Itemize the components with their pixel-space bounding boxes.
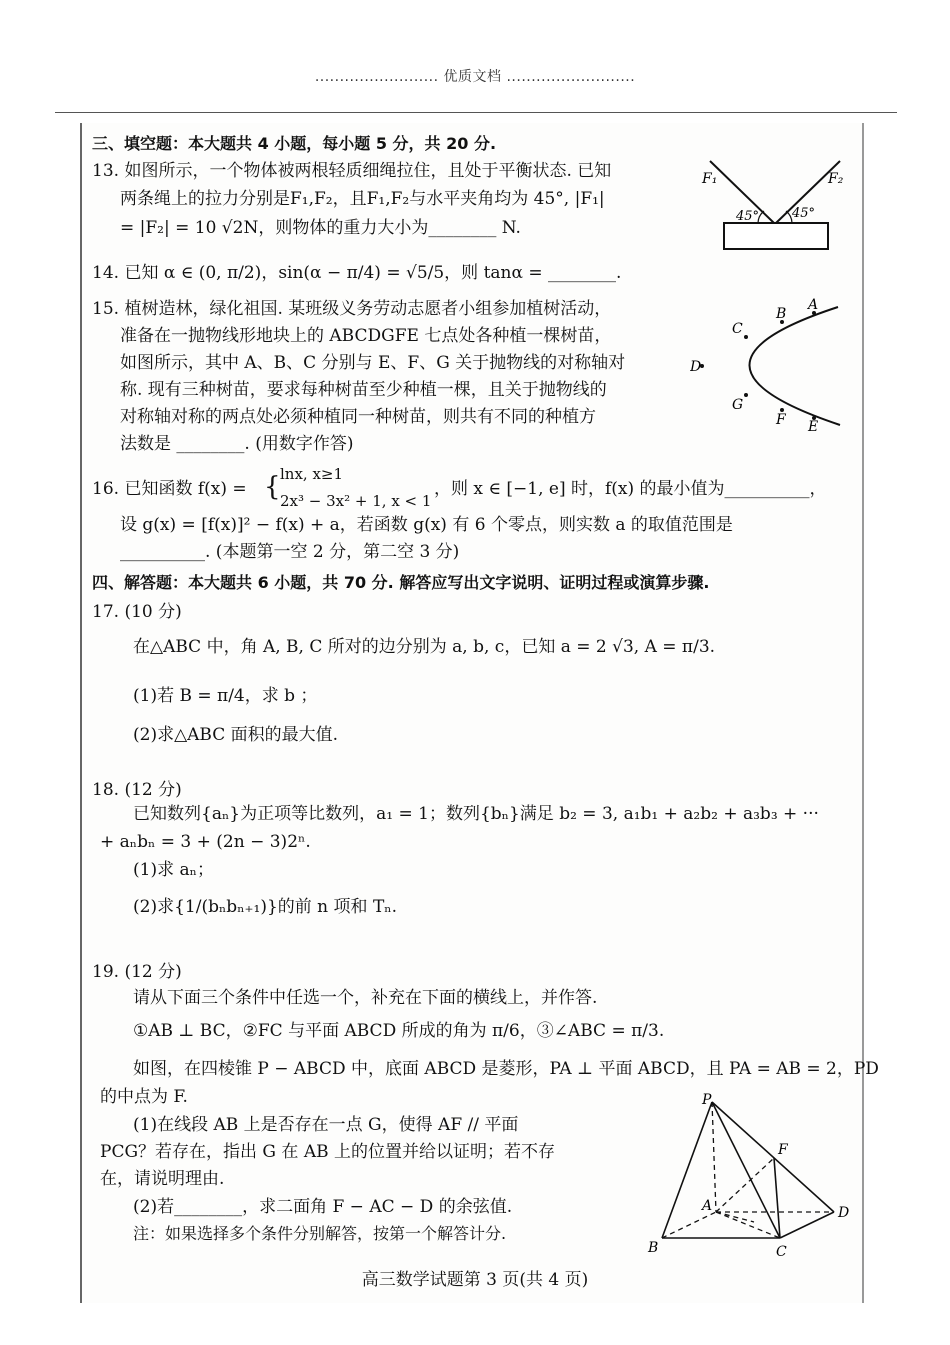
q16-line-2: 设 g(x) = [f(x)]² − f(x) + a，若函数 g(x) 有 6 个零点，则实数 a 的取值范围是 [120,515,733,535]
q13-force-diagram [700,155,850,255]
q13-label-f2: F₂ [828,171,844,187]
q19-label-p: P [702,1092,712,1108]
q15-line-1: 15. 植树造林，绿化祖国. 某班级义务劳动志愿者小组参加植树活动， [92,299,612,319]
q14-line-1: 14. 已知 α ∈ (0, π/2)，sin(α − π/4) = √5/5，则 tanα = ________. [92,263,622,283]
q15-label-a: A [808,297,819,313]
q19-line-4: 的中点为 F. [100,1087,188,1107]
q18-line-3: (1)求 aₙ； [133,860,214,880]
q17-line-3: (2)求△ABC 面积的最大值. [133,725,339,745]
q15-label-f: F [776,412,786,428]
q13-angle-left: 45° [736,209,760,224]
q19-label-c: C [776,1244,787,1260]
q18-line-2: + aₙbₙ = 3 + (2n − 3)2ⁿ. [100,832,311,852]
q17-line-1: 在△ABC 中，角 A, B, C 所对的边分别为 a, b, c，已知 a = 2 √3, A = π/3. [133,637,716,657]
q19-line-8: (2)若________，求二面角 F − AC − D 的余弦值. [133,1197,513,1217]
q19-label-f: F [778,1142,788,1158]
q16-case-1: lnx, x≥1 [280,465,344,483]
q15-line-3: 如图所示，其中 A、B、C 分别与 E、F、G 关于抛物线的对称轴对 [120,353,626,373]
q15-line-2: 准备在一抛物线形地块上的 ABCDGFE 七点处各种植一棵树苗， [120,326,612,346]
q19-line-7: 在，请说明理由. [100,1169,225,1189]
page-header: ......................... 优质文档 .......................... [314,69,636,85]
q19-line-6: PCG？若存在，指出 G 在 AB 上的位置并给以证明；若不存 [100,1142,555,1162]
q15-parabola-diagram [690,295,850,435]
q19-number: 19. (12 分) [92,962,182,982]
q15-line-6: 法数是 ________. (用数字作答) [120,434,354,454]
q13-angle-right: 45° [792,206,816,221]
q15-label-g: G [732,397,744,413]
section-3-title: 三、填空题：本大题共 4 小题，每小题 5 分，共 20 分. [92,134,497,153]
q16-line-1-tail: ，则 x ∈ [−1, e] 时，f(x) 的最小值为__________， [434,479,827,499]
q18-number: 18. (12 分) [92,780,182,800]
q15-label-d: D [690,359,702,375]
q16-case-2: 2x³ − 3x² + 1, x < 1 [280,492,432,510]
q15-line-5: 对称轴对称的两点处必须种植同一种树苗，则共有不同的种植方 [120,407,596,427]
q19-line-2: ①AB ⊥ BC，②FC 与平面 ABCD 所成的角为 π/6，③∠ABC = π/3. [133,1021,665,1041]
q19-line-1: 请从下面三个条件中任选一个，补充在下面的横线上，并作答. [133,988,598,1008]
q13-line-2: 两条绳上的拉力分别是F₁,F₂，且F₁,F₂与水平夹角均为 45°, |F₁| [120,189,605,209]
header-divider [55,112,897,113]
page-footer: 高三数学试题第 3 页(共 4 页) [361,1270,589,1290]
q17-line-2: (1)若 B = π/4，求 b ； [133,686,318,706]
q16-brace: { [264,472,281,502]
q16-function-lead: 16. 已知函数 f(x) = [92,479,247,499]
section-4-title: 四、解答题：本大题共 6 小题，共 70 分. 解答应写出文字说明、证明过程或演算步骤. [92,573,710,592]
q19-label-a: A [702,1198,713,1214]
q15-line-4: 称. 现有三种树苗，要求每种树苗至少种植一棵，且关于抛物线的 [120,380,607,400]
q15-label-b: B [776,306,787,322]
q17-number: 17. (10 分) [92,602,182,622]
q18-line-1: 已知数列{aₙ}为正项等比数列，a₁ = 1；数列{bₙ}满足 b₂ = 3, a₁b₁ + a₂b₂ + a₃b₃ + ··· [133,804,819,824]
q16-line-3: __________. (本题第一空 2 分，第二空 3 分) [120,542,460,562]
q13-line-1: 13. 如图所示，一个物体被两根轻质细绳拉住，且处于平衡状态. 已知 [92,161,612,181]
q18-line-4: (2)求{1/(bₙbₙ₊₁)}的前 n 项和 Tₙ. [133,897,398,917]
q13-line-3: = |F₂| = 10 √2N，则物体的重力大小为________ N. [120,218,521,238]
q13-label-f1: F₁ [702,171,718,187]
q15-label-e: E [808,419,819,435]
q19-line-3: 如图，在四棱锥 P − ABCD 中，底面 ABCD 是菱形，PA ⊥ 平面 ABCD，且 PA = AB = 2，PD [133,1059,879,1079]
q19-line-5: (1)在线段 AB 上是否存在一点 G，使得 AF // 平面 [133,1115,519,1135]
q15-label-c: C [732,321,743,337]
q19-label-b: B [648,1240,659,1256]
q19-pyramid-diagram [640,1090,860,1260]
q19-label-d: D [838,1205,850,1221]
q19-note: 注：如果选择多个条件分别解答，按第一个解答计分. [133,1224,507,1243]
